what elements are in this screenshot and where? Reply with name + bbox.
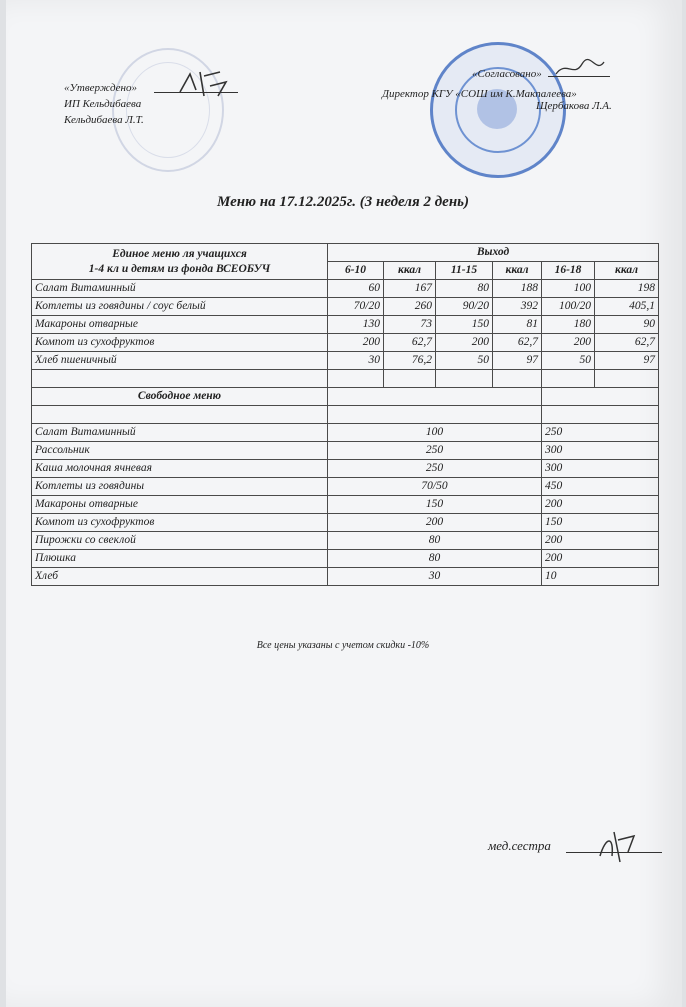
free-dish-name: Компот из сухофруктов bbox=[32, 514, 328, 532]
free-dish-output: 200 bbox=[328, 514, 542, 532]
free-dish-name: Салат Витаминный bbox=[32, 424, 328, 442]
free-dish-price: 300 bbox=[542, 442, 659, 460]
cell-value: 62,7 bbox=[384, 334, 436, 352]
free-dish-name: Плюшка bbox=[32, 550, 328, 568]
table-row bbox=[32, 334, 659, 352]
cell-value: 97 bbox=[493, 352, 542, 370]
free-dish-output: 250 bbox=[328, 442, 542, 460]
table-row bbox=[32, 298, 659, 316]
cell-value: 200 bbox=[328, 334, 384, 352]
free-dish-output: 150 bbox=[328, 496, 542, 514]
cell-value: 405,1 bbox=[595, 298, 659, 316]
free-row bbox=[32, 460, 659, 478]
cell-value: 62,7 bbox=[595, 334, 659, 352]
free-row bbox=[32, 532, 659, 550]
agreed-signature bbox=[552, 56, 608, 80]
cell-value: 90/20 bbox=[436, 298, 493, 316]
free-menu-label: Свободное меню bbox=[32, 388, 328, 406]
free-dish-output: 80 bbox=[328, 550, 542, 568]
cell-value: 180 bbox=[542, 316, 595, 334]
cell-value: 50 bbox=[542, 352, 595, 370]
free-dish-price: 300 bbox=[542, 460, 659, 478]
cell-value: 392 bbox=[493, 298, 542, 316]
column-header: 16-18 bbox=[542, 262, 595, 280]
empty-row bbox=[32, 406, 659, 424]
free-dish-name: Пирожки со свеклой bbox=[32, 532, 328, 550]
menu-table bbox=[31, 243, 659, 586]
free-dish-output: 30 bbox=[328, 568, 542, 586]
dish-name: Салат Витаминный bbox=[32, 280, 328, 298]
cell-value: 50 bbox=[436, 352, 493, 370]
dish-name: Котлеты из говядины / соус белый bbox=[32, 298, 328, 316]
table-row bbox=[32, 280, 659, 298]
agreed-name: Щербакова Л.А. bbox=[536, 100, 612, 112]
cell-value: 260 bbox=[384, 298, 436, 316]
free-dish-price: 200 bbox=[542, 496, 659, 514]
free-dish-output: 100 bbox=[328, 424, 542, 442]
free-row bbox=[32, 442, 659, 460]
agreed-position: Директор КГУ «СОШ им К.Макпалеева» bbox=[382, 88, 577, 100]
cell-value: 60 bbox=[328, 280, 384, 298]
output-header: Выход bbox=[328, 244, 659, 262]
table-row bbox=[32, 352, 659, 370]
menu-title: Меню на 17.12.2025г. (3 неделя 2 день) bbox=[216, 194, 469, 210]
nurse-signature bbox=[594, 826, 642, 866]
free-row bbox=[32, 514, 659, 532]
free-dish-price: 200 bbox=[542, 550, 659, 568]
free-row bbox=[32, 478, 659, 496]
free-dish-output: 250 bbox=[328, 460, 542, 478]
cell-value: 73 bbox=[384, 316, 436, 334]
free-dish-name: Макароны отварные bbox=[32, 496, 328, 514]
dish-name: Хлеб пшеничный bbox=[32, 352, 328, 370]
cell-value: 130 bbox=[328, 316, 384, 334]
cell-value: 167 bbox=[384, 280, 436, 298]
free-row bbox=[32, 568, 659, 586]
cell-value: 200 bbox=[436, 334, 493, 352]
free-dish-output: 70/50 bbox=[328, 478, 542, 496]
free-dish-price: 10 bbox=[542, 568, 659, 586]
price-discount-note: Все цены указаны с учетом скидки -10% bbox=[256, 640, 430, 651]
cell-value: 81 bbox=[493, 316, 542, 334]
free-dish-price: 200 bbox=[542, 532, 659, 550]
column-header: 11-15 bbox=[436, 262, 493, 280]
cell-value: 30 bbox=[328, 352, 384, 370]
cell-value: 70/20 bbox=[328, 298, 384, 316]
cell-value: 62,7 bbox=[493, 334, 542, 352]
free-dish-price: 450 bbox=[542, 478, 659, 496]
column-header: ккал bbox=[384, 262, 436, 280]
column-header: ккал bbox=[493, 262, 542, 280]
cell-value: 198 bbox=[595, 280, 659, 298]
approved-name: Кельдибаева Л.Т. bbox=[64, 114, 144, 126]
approved-signature bbox=[170, 62, 240, 102]
cell-value: 200 bbox=[542, 334, 595, 352]
free-row bbox=[32, 550, 659, 568]
column-header: 6-10 bbox=[328, 262, 384, 280]
column-header: ккал bbox=[595, 262, 659, 280]
free-menu-header-row bbox=[32, 388, 659, 406]
agreed-label: «Согласовано» bbox=[472, 68, 542, 80]
dish-name: Макароны отварные bbox=[32, 316, 328, 334]
single-menu-header-line2: 1-4 кл и детям из фонда ВСЕОБУЧ bbox=[88, 262, 271, 275]
free-row bbox=[32, 496, 659, 514]
cell-value: 97 bbox=[595, 352, 659, 370]
cell-value: 80 bbox=[436, 280, 493, 298]
free-dish-name: Хлеб bbox=[32, 568, 328, 586]
nurse-label: мед.сестра bbox=[488, 838, 551, 853]
cell-value: 76,2 bbox=[384, 352, 436, 370]
cell-value: 90 bbox=[595, 316, 659, 334]
empty-row bbox=[32, 370, 659, 388]
cell-value: 100 bbox=[542, 280, 595, 298]
free-dish-output: 80 bbox=[328, 532, 542, 550]
free-dish-name: Каша молочная ячневая bbox=[32, 460, 328, 478]
free-row bbox=[32, 424, 659, 442]
cell-value: 100/20 bbox=[542, 298, 595, 316]
single-menu-header-line1: Единое меню ля учащихся bbox=[112, 247, 247, 260]
cell-value: 150 bbox=[436, 316, 493, 334]
cell-value: 188 bbox=[493, 280, 542, 298]
free-dish-price: 250 bbox=[542, 424, 659, 442]
single-menu-header bbox=[32, 244, 328, 280]
free-dish-name: Котлеты из говядины bbox=[32, 478, 328, 496]
approved-company: ИП Кельдибаева bbox=[64, 98, 142, 110]
table-row bbox=[32, 316, 659, 334]
free-dish-name: Рассольник bbox=[32, 442, 328, 460]
free-dish-price: 150 bbox=[542, 514, 659, 532]
dish-name: Компот из сухофруктов bbox=[32, 334, 328, 352]
approved-label: «Утверждено» bbox=[64, 82, 137, 94]
